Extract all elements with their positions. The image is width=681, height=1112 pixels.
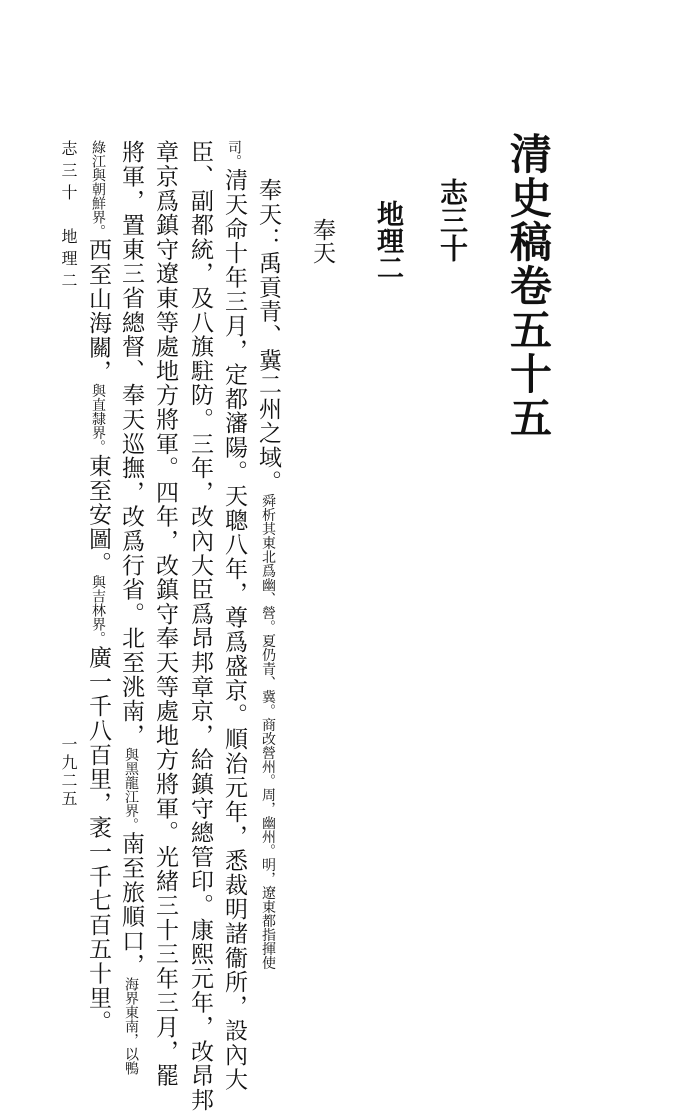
page-number: 一九二五 bbox=[59, 736, 78, 808]
text-column-4 bbox=[153, 140, 176, 1088]
margin-label: 志三十 地理二 bbox=[59, 140, 78, 294]
annotation-note: 與黑龍江界。 bbox=[123, 747, 139, 832]
main-text: 廣一千八百里，袤一千七百五十里。 bbox=[85, 645, 111, 1035]
annotation-note: 綠江與朝鮮界。 bbox=[90, 140, 106, 238]
region-heading: 奉天 bbox=[309, 218, 335, 264]
text-column-3 bbox=[188, 140, 211, 1112]
section-label: 地理二 bbox=[372, 200, 403, 281]
chapter-label: 志三十 bbox=[436, 178, 469, 262]
annotation-note: 司。 bbox=[226, 140, 242, 168]
book-title: 清史稿卷五十五 bbox=[504, 132, 553, 440]
main-text: 南至旅順口， bbox=[118, 831, 144, 978]
text-column-2 bbox=[222, 140, 245, 1091]
main-text: 奉天：禹貢青、冀二州之域。 bbox=[255, 178, 281, 494]
main-text: 西至山海關， bbox=[85, 238, 111, 384]
text-column-5 bbox=[119, 140, 142, 1075]
annotation-note: 舜析其東北爲幽、營。夏仍青、冀。商改營州。周，幽州。明，遼東都指揮使 bbox=[260, 493, 276, 970]
text-column-1 bbox=[256, 178, 279, 970]
main-text: 清天命十年三月，定都瀋陽。天聰八年，尊爲盛京。順治元年，悉裁明諸衞所，設內大 bbox=[221, 168, 247, 1092]
annotation-note: 與吉林界。 bbox=[90, 575, 106, 646]
main-text: 將軍，置東三省總督、奉天巡撫，改爲行省。北至洮南， bbox=[118, 140, 144, 748]
text-column-6 bbox=[86, 140, 109, 1034]
main-text: 臣、副都統，及八旗駐防。三年，改內大臣爲昂邦章京，給鎮守總管印。康熙元年，改昂邦 bbox=[187, 140, 213, 1112]
main-text: 東至安圖。 bbox=[85, 453, 111, 576]
main-text: 章京爲鎮守遼東等處地方將軍。四年，改鎮守奉天等處地方將軍。光緒三十三年三月，罷 bbox=[152, 140, 178, 1088]
annotation-note: 海界東南，以鴨 bbox=[123, 977, 139, 1076]
annotation-note: 與直隸界。 bbox=[90, 383, 106, 454]
